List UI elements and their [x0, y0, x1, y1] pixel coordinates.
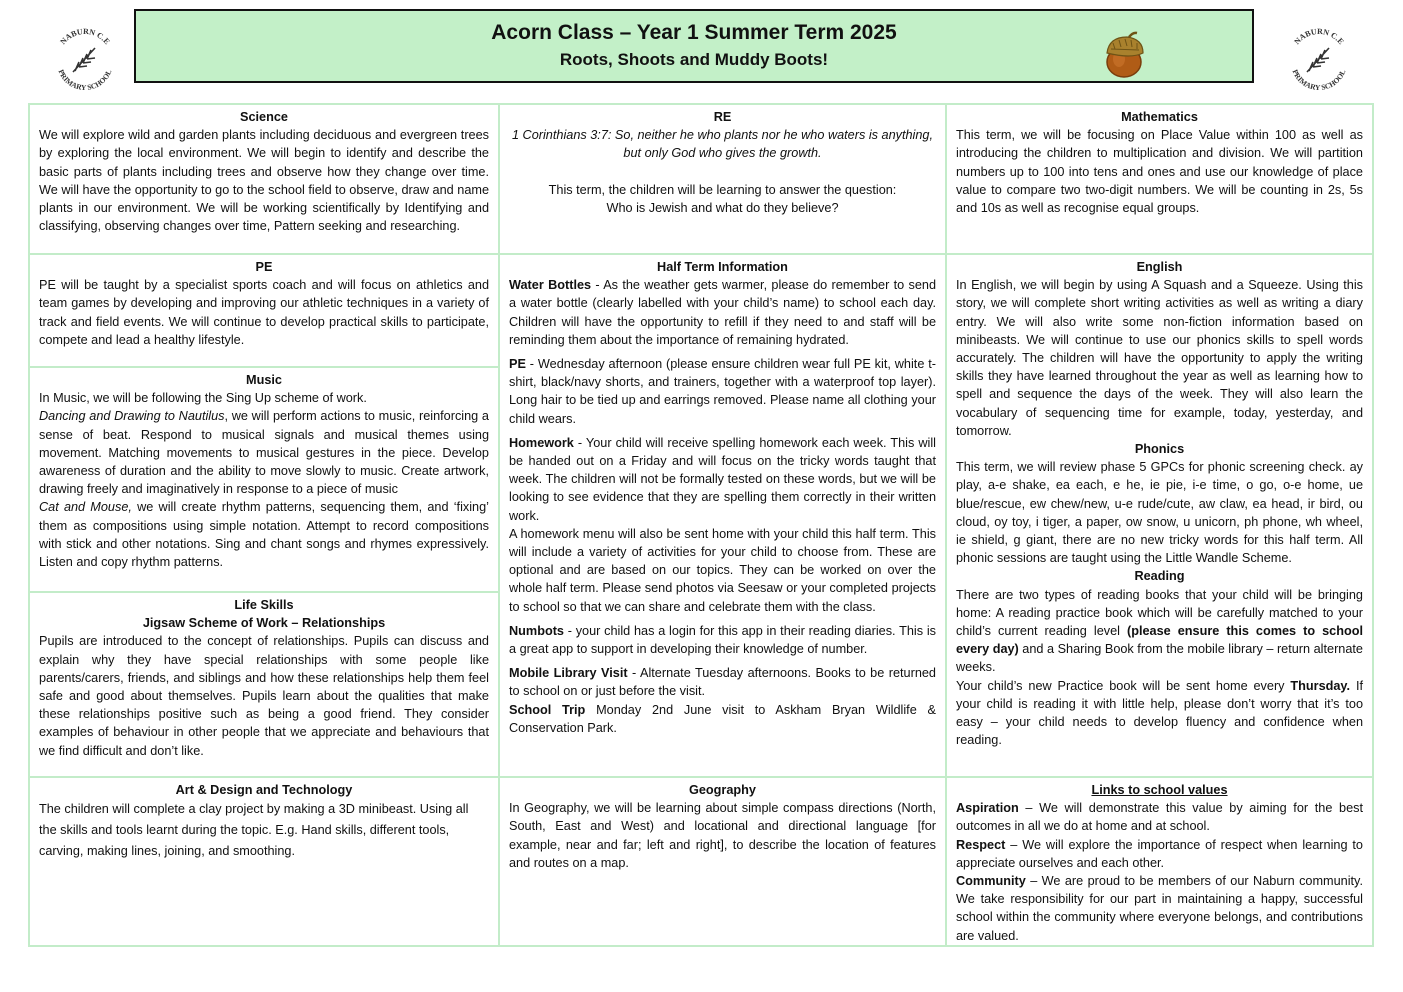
geography-section — [498, 776, 947, 947]
science-title: Science — [240, 110, 288, 124]
life-skills-subtitle: Jigsaw Scheme of Work – Relationships — [142, 616, 386, 631]
phonics-title: Phonics — [1134, 442, 1185, 457]
page-subtitle: Roots, Shoots and Muddy Boots! — [559, 50, 829, 69]
art-dt-body: The children will complete a clay project by making a 3D minibeast. Using all the skills and tools learnt during the topic. E.g. Hand skills, different tools, carving, making lines, joining, and smoothing. — [39, 802, 469, 859]
science-body: We will explore wild and garden plants including deciduous and evergreen trees by exploring the local environment. We will begin to identify and describe the basic parts of plants including trees and observe how they change over time. We will have the opportunity to go to the school field to observe, draw and name plants in our environment. We will be working scientifically by Identifying and classifying, observing changes over time, Pattern seeking and researching. — [39, 128, 489, 234]
music-section — [28, 366, 500, 593]
page-title: Acorn Class – Year 1 Summer Term 2025 — [491, 21, 897, 44]
page-header — [134, 9, 1254, 83]
art-dt-title: Art & Design and Technology — [175, 783, 353, 797]
pe-title: PE — [255, 260, 273, 274]
maths-title: Mathematics — [1121, 110, 1198, 124]
school-trip-info: School Trip Monday 2nd June visit to Askham Bryan Wildlife & Conservation Park. — [509, 702, 936, 735]
topic-grid — [28, 103, 1374, 947]
value-aspiration: Aspiration – We will demonstrate this value by aiming for the best outcomes in all we do at home and at school. — [956, 801, 1363, 834]
re-title: RE — [713, 110, 732, 124]
half-term-title: Half Term Information — [657, 260, 788, 274]
homework-info: Homework - Your child will receive spelling homework each week. This will be handed out on a Friday and will focus on the tricky words taught that week. The children will not be formally tested on these words, but we will be looking to see evidence that they are spelling them correctly in their written work. — [509, 435, 936, 523]
english-title: English — [1136, 260, 1183, 274]
half-term-section — [498, 253, 947, 778]
phonics-body: This term, we will review phase 5 GPCs for phonic screening check. ay play, a-e shake, ea each, e he, ie pie, i-e time, o go, o-e home, ue blue/rescue, ew chew/new, u-e rude/cute, aw claw, ea head, ir bird, ou cloud, oy toy, i tiger, a paper, ow snow, u unicorn, ph phone, wh wheel, ie shield, g giant, there are no new tricky words for this half term. All phonic sessions are taught using the Little Wandle Scheme. — [956, 460, 1363, 566]
pe-section — [28, 253, 500, 368]
reading-practice-info: Your child’s new Practice book will be sent home every Thursday. If your child is reading it with little help, please don’t worry that it’s too easy – your child needs to develop fluency and confidence when reading. — [956, 678, 1363, 748]
pe-info: PE - Wednesday afternoon (please ensure children wear full PE kit, white t-shirt, black/navy shorts, and trainers, together with a waterproof top layer). Long hair to be tied up and earrings removed. Please name all clothing your child wears. — [509, 357, 936, 426]
re-question-intro: This term, the children will be learning to answer the question: — [548, 182, 897, 197]
reading-body: There are two types of reading books that your child will be bringing home: A reading practice book which will be carefully matched to your child’s current reading level (please ensure this comes to school every day) and a Sharing Book from the mobile library – return alternate weeks. — [956, 587, 1363, 675]
re-section — [498, 103, 947, 255]
life-skills-title: Life Skills — [234, 598, 294, 612]
pe-body: PE will be taught by a specialist sports coach and will focus on athletics and team games by developing and improving our athletic techniques in a variety of track and field events. We will continue to develop practical skills to participate, compete and lead a healthy lifestyle. — [39, 278, 489, 347]
svg-text:NABURN C.E: NABURN C.E — [1292, 26, 1346, 47]
life-skills-body: Pupils are introduced to the concept of relationships. Pupils can discuss and explain why they have special relationships with some people like parents/carers, friends, and siblings and how these relationships help them feel safe and good about themselves. Pupils learn about the qualities that make these relationships positive such as being a good friend. They consider examples of behaviour in other people that we appreciate and behaviours that we find difficult and don’t like. — [39, 634, 489, 758]
school-values-section — [945, 776, 1374, 947]
svg-text:PRIMARY SCHOOL: PRIMARY SCHOOL — [56, 68, 114, 93]
music-piece-1: Dancing and Drawing to Nautilus, we will perform actions to music, reinforcing a sense of beat. Respond to musical signals and musical themes using movement. Matching movements to musical gestures in the piece. Develop awareness of duration and the ability to move slowly to music. Create artwork, drawing freely and imaginatively in response to a piece of music — [39, 409, 489, 497]
homework-menu-info: A homework menu will also be sent home with your child this half term. This will include a variety of activities for your child to choose from. These are optional and are based on our topics. They can be worked on over the whole half term. Please send photos via Seesaw or your completed projects to school so that we can share and celebrate them with the class. — [509, 526, 936, 614]
re-question: Who is Jewish and what do they believe? — [606, 200, 839, 215]
music-piece-2: Cat and Mouse, we will create rhythm patterns, sequencing them, and ‘fixing’ them as compositions using simple notation. Attempt to record compositions with stick and other notations. Sing and chant songs and rhymes expressively. Listen and copy rhythm patterns. — [39, 500, 489, 570]
reading-title: Reading — [1134, 569, 1185, 584]
water-bottles-info: Water Bottles - As the weather gets warmer, please do remember to send a water bottle (clearly labelled with your child’s name) to school each day. Children will have the opportunity to refill if they need to and staff will be reminding them about the importance of remaining hydrated. — [509, 278, 937, 347]
numbots-info: Numbots - your child has a login for this app in their reading diaries. This is a great app to support in developing their knowledge of number. — [509, 623, 936, 657]
art-dt-section — [28, 776, 500, 947]
science-section — [28, 103, 500, 255]
value-community: Community – We are proud to be members of our Naburn community. We take responsibility for our part in maintaining a happy, successful school within the community where everyone belongs, and contributions are valued. — [956, 874, 1363, 943]
life-skills-section — [28, 591, 500, 778]
acorn-icon — [1101, 31, 1149, 79]
english-body: In English, we will begin by using A Squash and a Squeeze. Using this story, we will complete short writing activities as well as writing a diary entry. We will also write some non-fiction information based on minibeasts. We will continue to use our phonics skills to spell words accurately. The children will have the opportunity to apply the writing skills they have learned throughout the year as well as learning how to spell and sequence the days of the week. They will also learn the vocabulary of sequencing time for example, today, yesterday, and tomorrow. — [956, 278, 1363, 438]
maths-body: This term, we will be focusing on Place Value within 100 as well as introducing the children to multiplication and division. We will partition numbers up to 100 into tens and ones and use our knowledge of place value to compare two two-digit numbers. We will be counting in 2s, 5s and 10s as well as recognise equal groups. — [956, 128, 1363, 216]
svg-text:PRIMARY SCHOOL: PRIMARY SCHOOL — [1290, 68, 1348, 93]
maths-section — [945, 103, 1374, 255]
school-logo-right — [1283, 24, 1355, 96]
english-section — [945, 253, 1374, 778]
library-info: Mobile Library Visit - Alternate Tuesday afternoons. Books to be returned to school on or just before the visit. — [509, 666, 936, 699]
music-piece-1-name: Dancing and Drawing to Nautilus — [39, 409, 225, 424]
music-intro: In Music, we will be following the Sing Up scheme of work. — [39, 391, 367, 406]
school-logo-left — [49, 24, 121, 96]
re-verse: 1 Corinthians 3:7: So, neither he who plants nor he who waters is anything, but only God who gives the growth. — [511, 128, 934, 161]
geography-title: Geography — [689, 783, 756, 797]
school-values-title: Links to school values — [1091, 783, 1228, 797]
geography-body: In Geography, we will be learning about simple compass directions (North, South, East and West) and locational and directional language [for example, near and far; left and right], to describe the location of features and routes on a map. — [509, 801, 936, 870]
music-piece-2-name: Cat and Mouse, — [39, 500, 132, 515]
svg-text:NABURN C.E: NABURN C.E — [58, 26, 112, 47]
music-title: Music — [246, 373, 282, 387]
value-respect: Respect – We will explore the importance of respect when learning to appreciate ourselves and each other. — [956, 837, 1363, 870]
